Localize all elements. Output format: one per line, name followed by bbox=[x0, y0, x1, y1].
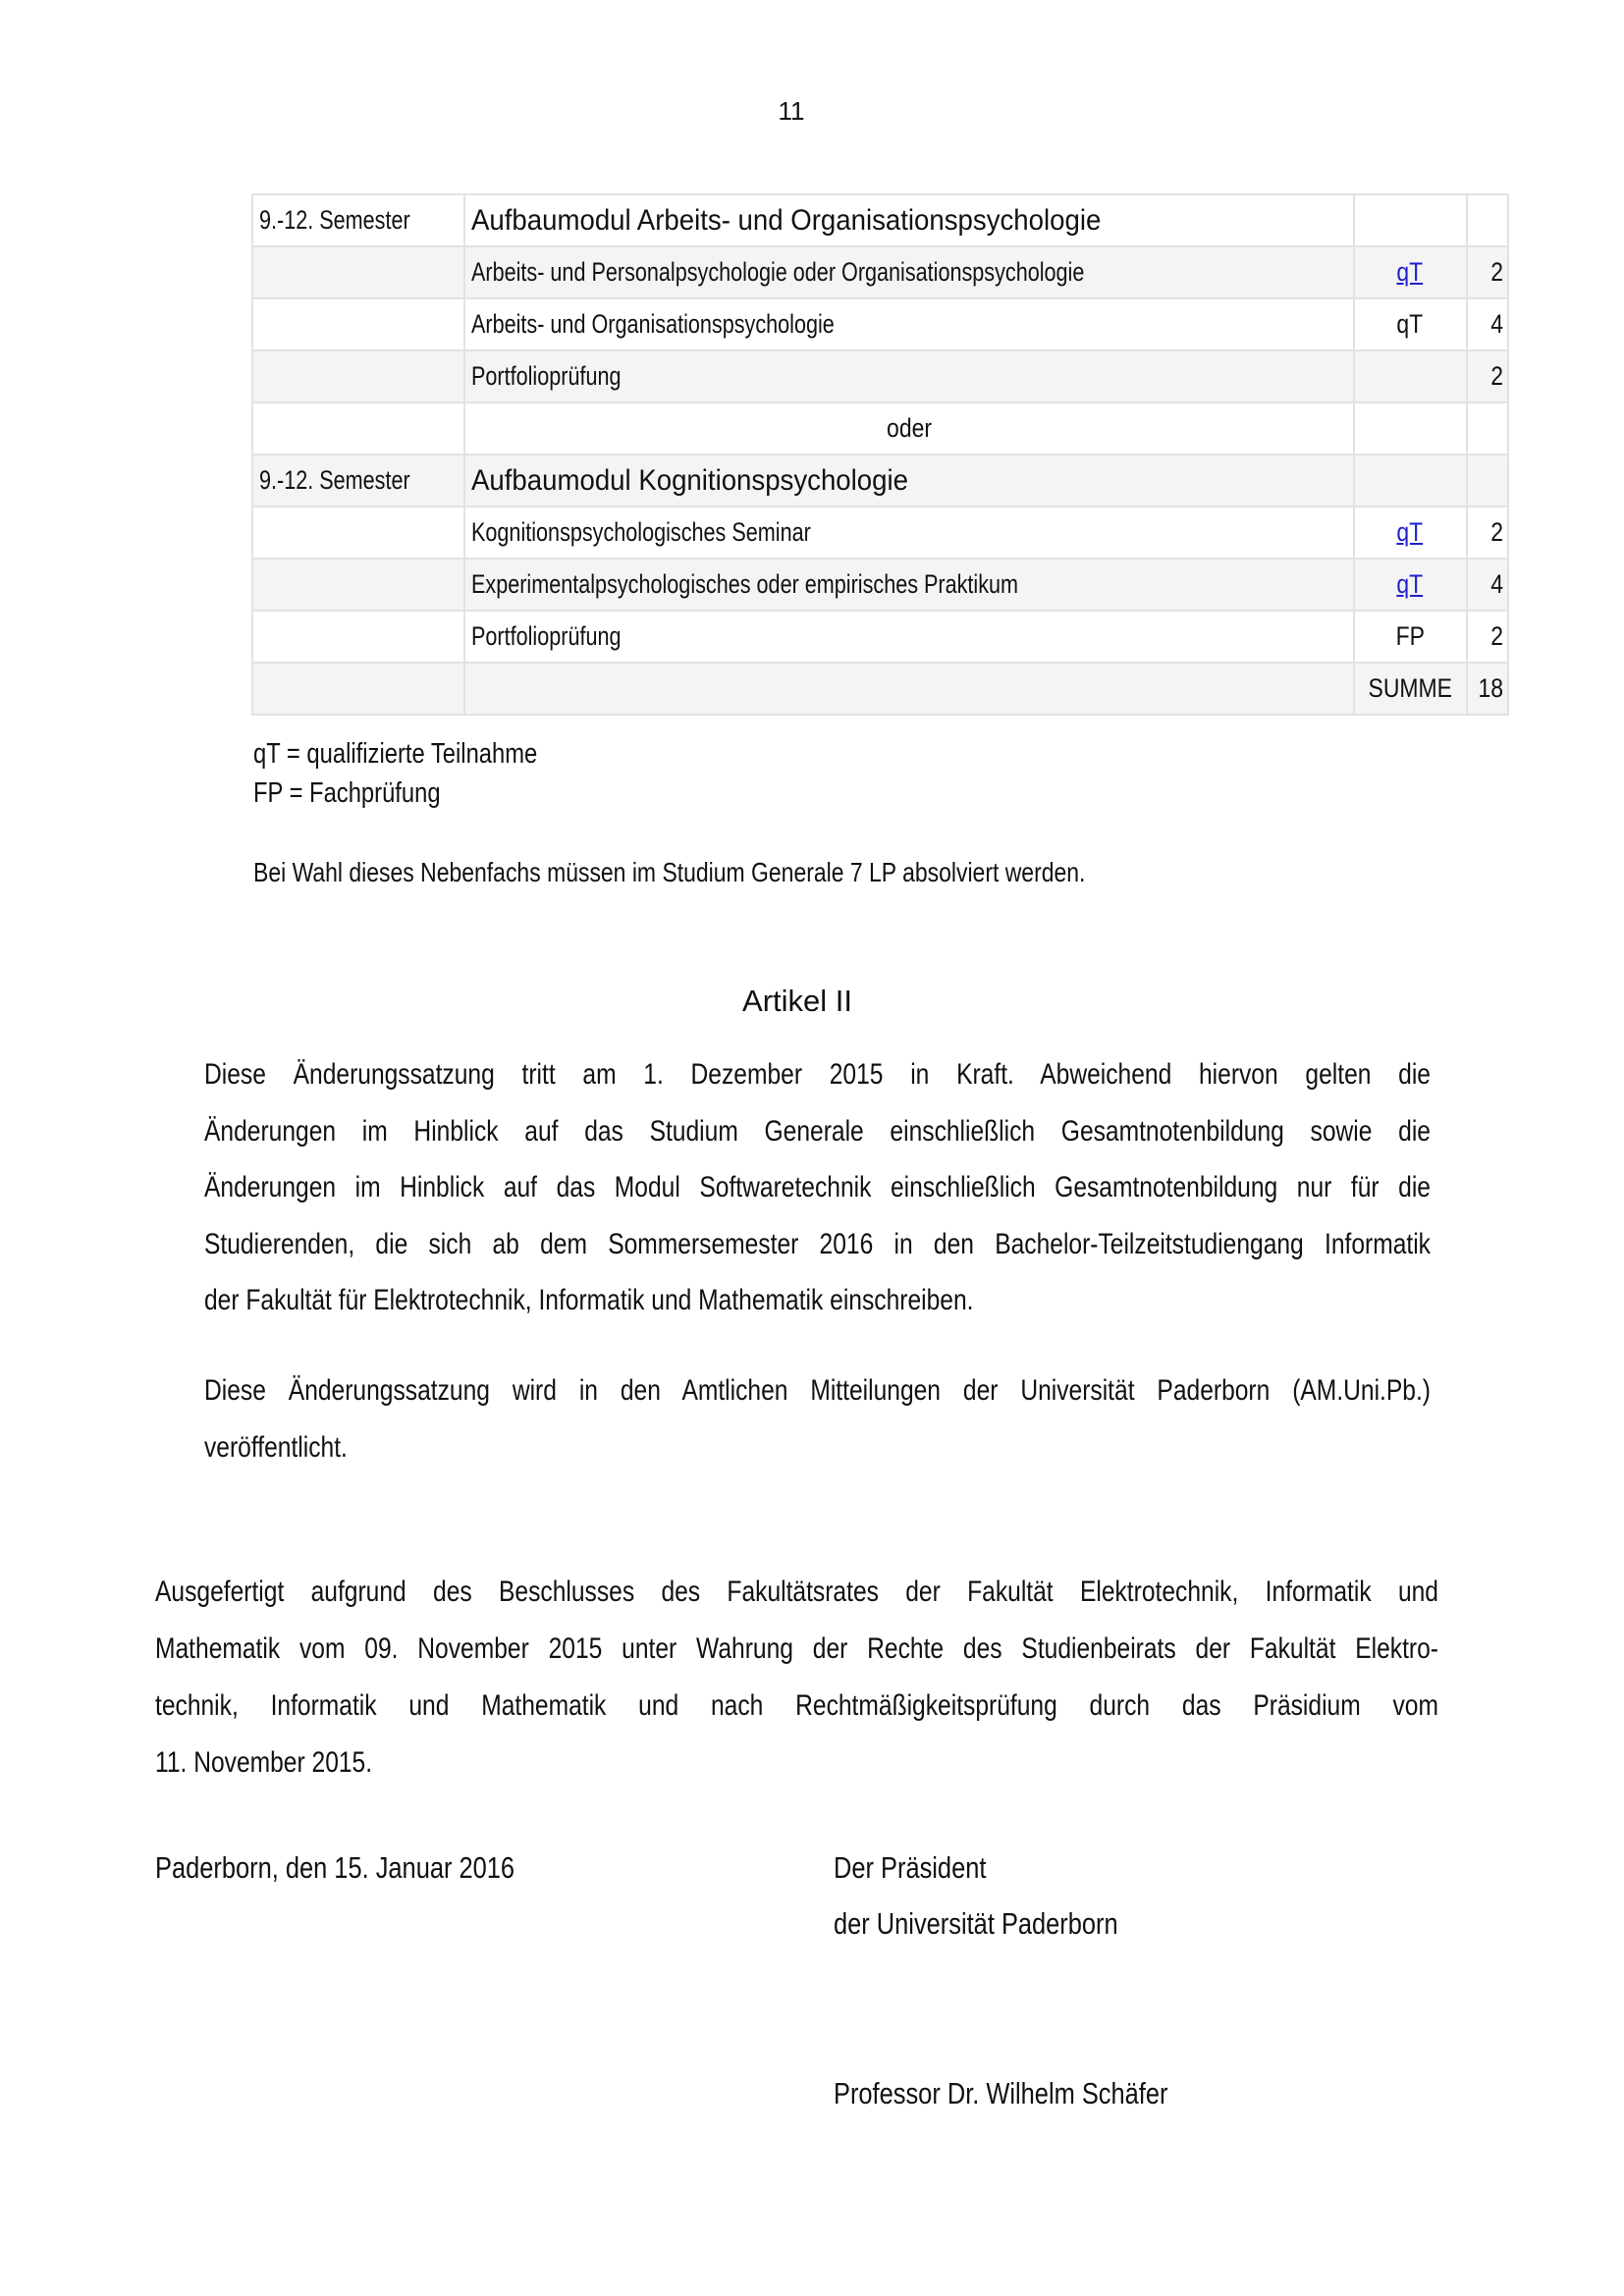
text-line: Ausgefertigt aufgrund des Beschlusses des Fakultätsrates der Fakultät Elektrotechnik, Informatik und bbox=[155, 1575, 1438, 1608]
course-title: oder bbox=[887, 413, 932, 443]
president-institution: der Universität Paderborn bbox=[834, 1906, 1118, 1941]
text-line: Änderungen im Hinblick auf das Modul Softwaretechnik einschließlich Gesamtnotenbildung nur für die bbox=[204, 1171, 1431, 1203]
course-title-cell bbox=[464, 663, 1354, 715]
credit-points: 2 bbox=[1489, 361, 1503, 391]
course-title-cell bbox=[464, 402, 1354, 454]
credit-points-cell bbox=[1467, 246, 1508, 298]
studium-generale-note: Bei Wahl dieses Nebenfachs müssen im Studium Generale 7 LP absolviert werden. bbox=[253, 857, 1086, 887]
article-heading: Artikel II bbox=[742, 984, 852, 1018]
legend-qt: qT = qualifizierte Teilnahme bbox=[253, 738, 538, 770]
text-line: 11. November 2015. bbox=[155, 1746, 373, 1779]
semester-text: 9.-12. Semester bbox=[259, 205, 410, 235]
semester-cell bbox=[252, 454, 464, 507]
semester-cell bbox=[252, 611, 464, 663]
exam-form-cell bbox=[1354, 507, 1467, 559]
credit-points: 2 bbox=[1489, 517, 1503, 547]
credit-points-cell bbox=[1467, 350, 1508, 402]
course-title: Arbeits- und Organisationspsychologie bbox=[471, 309, 835, 339]
exam-form-cell bbox=[1354, 454, 1467, 507]
credit-points: 2 bbox=[1489, 257, 1503, 287]
place-date: Paderborn, den 15. Januar 2016 bbox=[155, 1850, 515, 1885]
exam-form-cell bbox=[1354, 402, 1467, 454]
exam-form: FP bbox=[1395, 621, 1425, 651]
course-title: Portfolioprüfung bbox=[471, 621, 622, 651]
semester-cell bbox=[252, 663, 464, 715]
semester-cell bbox=[252, 559, 464, 611]
legend-fp: FP = Fachprüfung bbox=[253, 777, 441, 809]
text-line: Diese Änderungssatzung wird in den Amtlichen Mitteilungen der Universität Paderborn (AM.Uni.Pb.) bbox=[204, 1374, 1431, 1407]
credit-points: 4 bbox=[1489, 569, 1503, 599]
credit-points-cell bbox=[1467, 611, 1508, 663]
page-number: 11 bbox=[778, 96, 805, 126]
text-line: veröffentlicht. bbox=[204, 1430, 348, 1464]
module-title: Aufbaumodul Kognitionspsychologie bbox=[471, 463, 908, 497]
exam-form-cell bbox=[1354, 246, 1467, 298]
exam-form-cell bbox=[1354, 663, 1467, 715]
course-title: Portfolioprüfung bbox=[471, 361, 622, 391]
credit-points-cell bbox=[1467, 454, 1508, 507]
course-title-cell bbox=[464, 350, 1354, 402]
table-row bbox=[252, 507, 1508, 559]
credit-points-cell bbox=[1467, 402, 1508, 454]
exam-form-cell bbox=[1354, 350, 1467, 402]
sum-row bbox=[252, 663, 1508, 715]
semester-cell bbox=[252, 246, 464, 298]
module-header-row bbox=[252, 194, 1508, 246]
table-row bbox=[252, 559, 1508, 611]
text-line: Studierenden, die sich ab dem Sommersemester 2016 in den Bachelor-Teilzeitstudiengang Informatik bbox=[204, 1227, 1431, 1260]
course-title: Arbeits- und Personalpsychologie oder Organisationspsychologie bbox=[471, 257, 1085, 287]
text-line: der Fakultät für Elektrotechnik, Informatik und Mathematik einschreiben. bbox=[204, 1284, 974, 1316]
text-line: technik, Informatik und Mathematik und nach Rechtmäßigkeitsprüfung durch das Präsidium vom bbox=[155, 1689, 1438, 1722]
module-table bbox=[251, 193, 1509, 716]
exam-form-cell bbox=[1354, 611, 1467, 663]
table-row bbox=[252, 350, 1508, 402]
table-row bbox=[252, 611, 1508, 663]
course-title: Kognitionspsychologisches Seminar bbox=[471, 517, 811, 547]
exam-form-cell bbox=[1354, 559, 1467, 611]
sum-value: 18 bbox=[1478, 673, 1503, 703]
exam-form-link[interactable]: qT bbox=[1396, 569, 1424, 599]
table-row bbox=[252, 298, 1508, 350]
credit-points: 2 bbox=[1489, 621, 1503, 651]
course-title-cell bbox=[464, 454, 1354, 507]
credit-points-cell bbox=[1467, 559, 1508, 611]
text-line: Mathematik vom 09. November 2015 unter Wahrung der Rechte des Studienbeirats der Fakultät Elektro- bbox=[155, 1632, 1438, 1665]
course-title-cell bbox=[464, 559, 1354, 611]
credit-points: 4 bbox=[1489, 309, 1503, 339]
text-line: Diese Änderungssatzung tritt am 1. Dezember 2015 in Kraft. Abweichend hiervon gelten die bbox=[204, 1058, 1431, 1091]
semester-cell bbox=[252, 194, 464, 246]
course-title-cell bbox=[464, 194, 1354, 246]
semester-cell bbox=[252, 298, 464, 350]
course-title-cell bbox=[464, 611, 1354, 663]
module-header-row bbox=[252, 454, 1508, 507]
course-title-cell bbox=[464, 507, 1354, 559]
exam-form-link[interactable]: qT bbox=[1396, 257, 1424, 287]
credit-points-cell bbox=[1467, 194, 1508, 246]
separator-row bbox=[252, 402, 1508, 454]
credit-points-cell bbox=[1467, 507, 1508, 559]
exam-form-cell bbox=[1354, 298, 1467, 350]
course-title-cell bbox=[464, 298, 1354, 350]
exam-form-cell bbox=[1354, 194, 1467, 246]
semester-text: 9.-12. Semester bbox=[259, 465, 410, 495]
president-title: Der Präsident bbox=[834, 1850, 987, 1885]
sum-label: SUMME bbox=[1368, 673, 1452, 703]
course-title: Experimentalpsychologisches oder empirisches Praktikum bbox=[471, 569, 1019, 599]
course-title-cell bbox=[464, 246, 1354, 298]
credit-points-cell bbox=[1467, 663, 1508, 715]
table-row bbox=[252, 246, 1508, 298]
credit-points-cell bbox=[1467, 298, 1508, 350]
semester-cell bbox=[252, 402, 464, 454]
module-title: Aufbaumodul Arbeits- und Organisationspsychologie bbox=[471, 203, 1102, 237]
president-name: Professor Dr. Wilhelm Schäfer bbox=[834, 2076, 1168, 2110]
semester-cell bbox=[252, 350, 464, 402]
exam-form-link[interactable]: qT bbox=[1396, 517, 1424, 547]
exam-form: qT bbox=[1396, 309, 1424, 339]
semester-cell bbox=[252, 507, 464, 559]
text-line: Änderungen im Hinblick auf das Studium Generale einschließlich Gesamtnotenbildung sowie die bbox=[204, 1114, 1431, 1148]
